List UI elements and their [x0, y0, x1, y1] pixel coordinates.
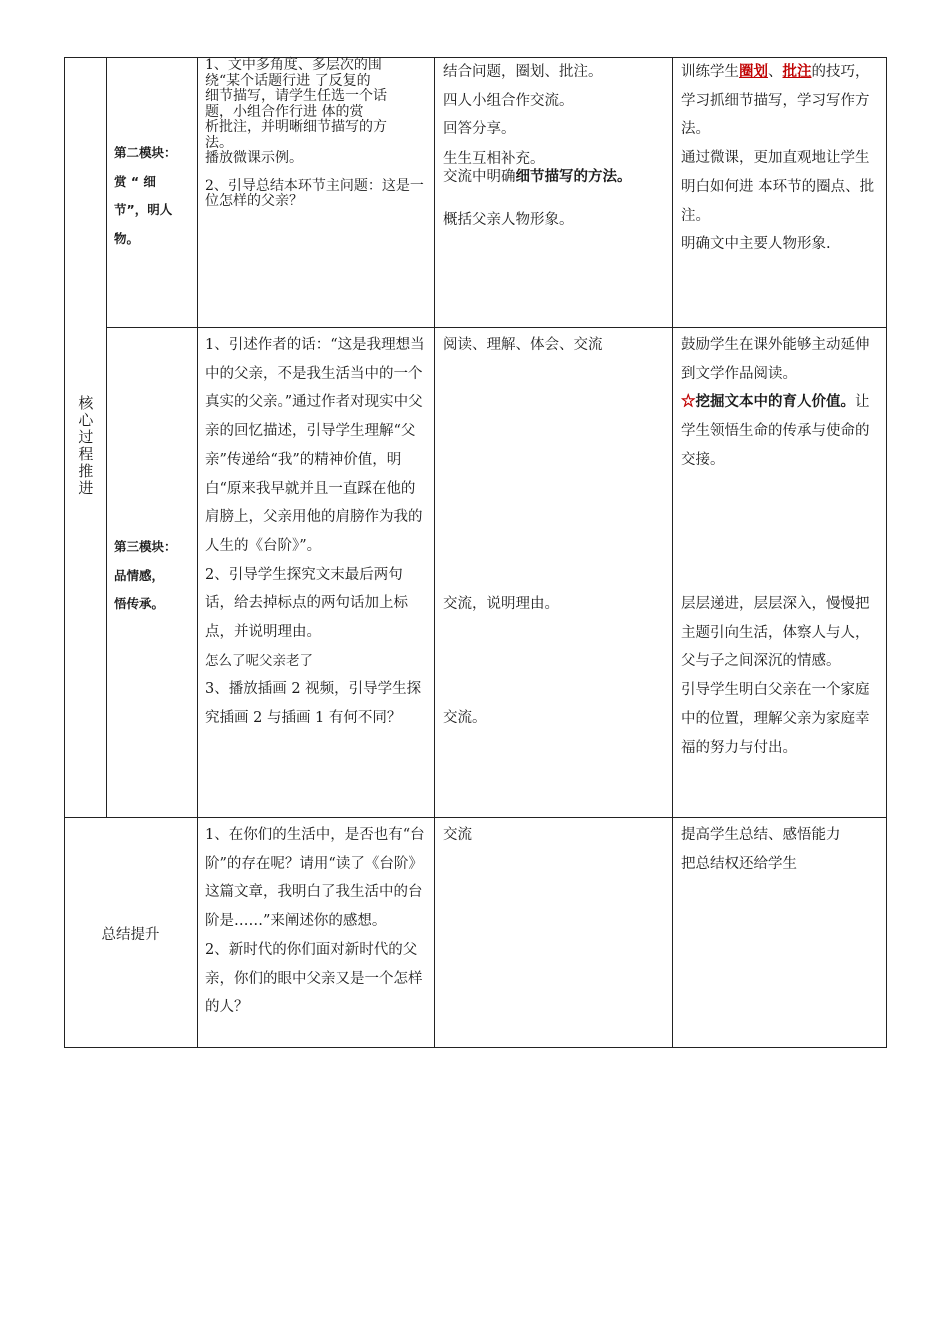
module-3-teacher-para: 3、播放插画 2 视频，引导学生探究插画 2 与插画 1 有何不同？ — [205, 681, 422, 727]
module-2-student-line: 结合问题，圈划、批注。 — [443, 64, 603, 80]
summary-intent — [681, 821, 879, 878]
module-2-student-line — [443, 168, 668, 186]
module-2-teacher-line: 细节描写，请学生任选一个话 — [205, 88, 387, 104]
module-2-teacher-line: 析批注，并明晰细节描写的方 — [205, 119, 387, 135]
module-2-teacher-line: 1、文中多角度、多层次的围 — [205, 57, 382, 73]
summary-intent-para: 把总结权还给学生 — [681, 855, 797, 872]
module-2-title-line: 节”，明人 — [114, 202, 173, 218]
module-2-intent-para — [681, 58, 879, 144]
module-2-intent — [681, 58, 879, 259]
module-3-intent-emphasis: 挖掘文本中的育人价值。 — [695, 393, 855, 411]
module-2-student-text: 交流中明确 — [443, 169, 516, 186]
module-3-intent — [681, 331, 879, 475]
module-2-student-activity — [443, 58, 668, 235]
module-3-intent-para: 鼓励学生在课外能够主动延伸到文学作品阅读。 — [681, 337, 870, 382]
summary-student-activity: 交流 — [443, 827, 472, 843]
module-2-intent-para: 明确文中主要人物形象. — [681, 236, 831, 253]
module-2-title-line: 赏 “ 细 — [114, 173, 156, 189]
module-2-student-line: 回答分享。 — [443, 121, 516, 138]
table-col-divider — [672, 57, 673, 1048]
module-2-intent-text: 的技巧，学习抓细节描写，学习写作方法。 — [681, 64, 870, 138]
module-2-teacher-question: 2、引导总结本环节主问题：这是一位怎样的父亲？ — [205, 177, 424, 209]
module-3-student-reason: 交流，说明理由。 — [443, 596, 559, 612]
module-2-student-line: 生生互相补充。 — [443, 151, 545, 168]
summary-teacher-activity — [205, 821, 429, 1022]
summary-teacher-para: 1、在你们的生活中，是否也有“台阶”的存在呢？请用“读了《台阶》这篇文章，我明白了我生活中的台阶是……”来阐述你的感想。 — [205, 827, 425, 930]
module-3-intent-para — [681, 388, 879, 474]
table-row-divider — [64, 817, 887, 818]
table-border-bottom — [64, 1047, 887, 1048]
module-3-intent-lower — [681, 590, 879, 762]
module-3-student-exchange: 交流。 — [443, 710, 487, 726]
module-2-title-line: 第二模块： — [114, 145, 177, 160]
module-2-teacher-line: 播放微课示例。 — [205, 150, 303, 166]
module-2-intent-text: 训练学生 — [681, 64, 739, 80]
module-3-title-line: 第三模块： — [114, 539, 177, 554]
module-2-intent-para: 通过微课，更加直观地让学生明白如何进 本环节的圈点、批注。 — [681, 150, 875, 224]
module-2-teacher-line: 绕“某个话题行进 了反复的 — [205, 72, 371, 89]
summary-label: 总结提升 — [101, 927, 160, 943]
module-2-intent-keyword: 批注 — [782, 63, 812, 80]
module-3-title — [114, 533, 192, 619]
module-2-student-emphasis: 细节描写的方法。 — [515, 168, 632, 186]
core-process-label: 核心过程推进 — [76, 395, 95, 497]
module-3-intent-text: 让学生领悟生命的传承与使命的交接。 — [681, 394, 870, 468]
module-2-student-line: 概括父亲人物形象。 — [443, 212, 574, 229]
module-3-title-line: 悟传承。 — [114, 596, 165, 612]
module-3-intent-para: 层层递进，层层深入，慢慢把主题引向生活，体察人与人，父与子之间深沉的情感。 — [681, 596, 870, 670]
module-2-student-line: 四人小组合作交流。 — [443, 92, 574, 109]
star-icon: ☆ — [681, 393, 696, 411]
module-3-teacher-para: 怎么了呢父亲老了 — [205, 652, 313, 669]
summary-intent-para: 提高学生总结、感悟能力 — [681, 827, 841, 843]
module-2-teacher-line: 题，小组合作行进 体的赏 — [205, 103, 364, 120]
module-2-title — [114, 139, 192, 254]
module-3-teacher-para: 2、引导学生探究文末最后两句话，给去掉标点的两句话加上标点，并说明理由。 — [205, 566, 408, 641]
module-2-title-line: 物。 — [114, 231, 140, 247]
module-3-teacher-para: 1、引述作者的话：“这是我理想当中的父亲，不是我生活当中的一个真实的父亲。”通过作者对现实中父亲的回忆描述，引导学生理解“父亲”传递给“我”的精神价值，明白“原来我早就并且一直踩在他的肩膀上，父亲用他的肩膀作为我的人生的《台阶》”。 — [205, 337, 425, 554]
module-2-teacher-activity — [205, 58, 430, 210]
table-col-divider — [197, 57, 198, 1048]
summary-teacher-para: 2、新时代的你们面对新时代的父亲，你们的眼中父亲又是一个怎样的人？ — [205, 941, 423, 1016]
table-border-right — [886, 57, 887, 1048]
table-col-divider — [434, 57, 435, 1048]
table-row-divider — [106, 327, 887, 328]
module-3-title-line: 品情感， — [114, 567, 165, 583]
module-3-intent-para: 引导学生明白父亲在一个家庭中的位置，理解父亲为家庭幸福的努力与付出。 — [681, 682, 870, 756]
module-3-teacher-activity — [205, 331, 429, 733]
module-2-intent-keyword: 圈划 — [739, 63, 768, 80]
module-2-intent-text: 、 — [768, 64, 783, 80]
table-border-left — [64, 57, 65, 1048]
module-3-student-read: 阅读、理解、体会、交流 — [443, 337, 603, 353]
module-2-teacher-line: 法。 — [205, 134, 233, 151]
table-col-divider — [106, 57, 107, 817]
